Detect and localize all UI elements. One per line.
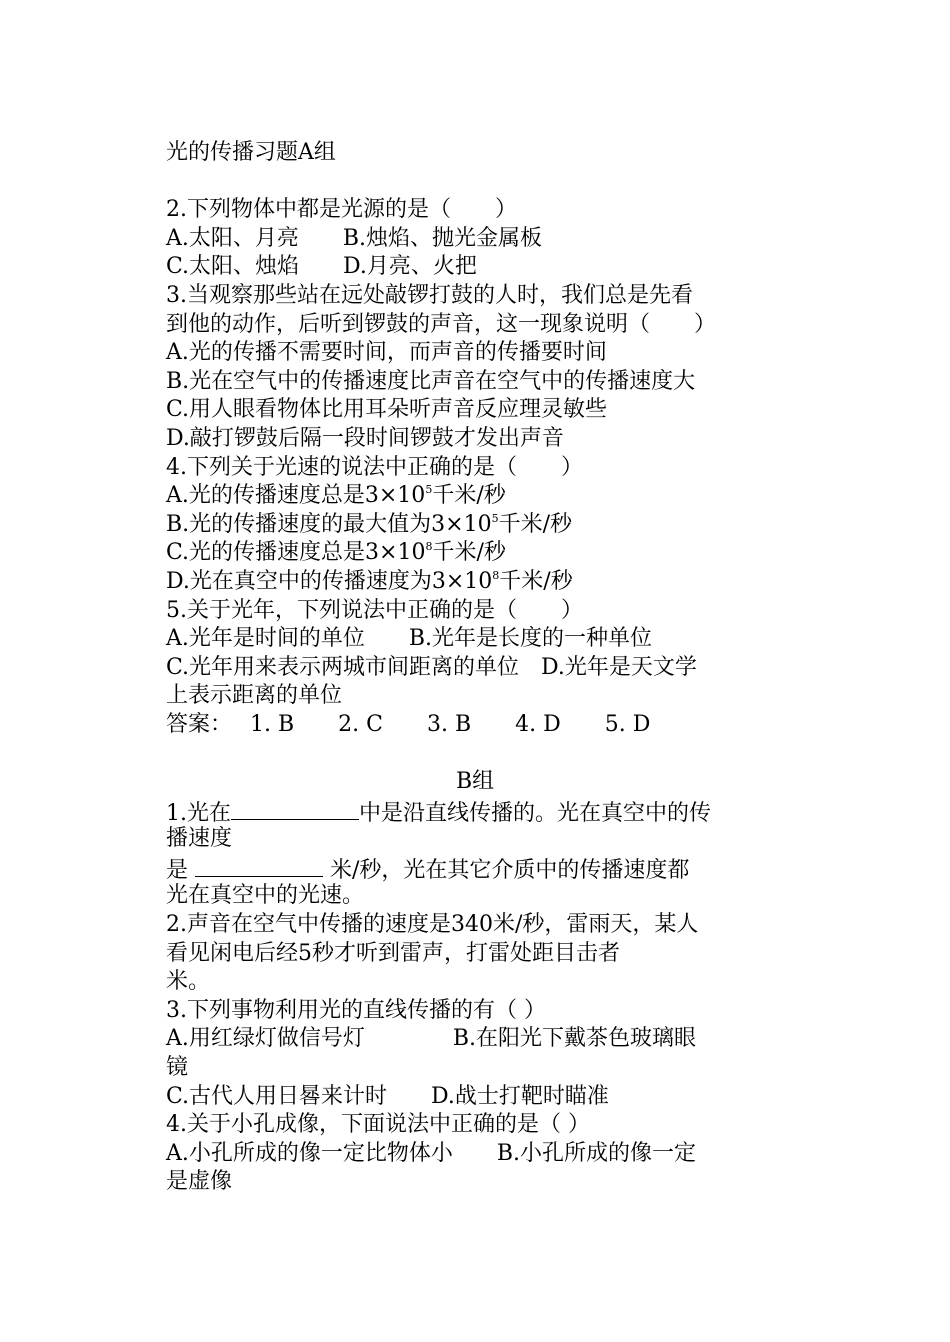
b-q1-line3 bbox=[166, 854, 786, 883]
a-q4-option-a bbox=[166, 482, 786, 511]
b-q4-stem: 4.关于小孔成像，下面说法中正确的是（ ） bbox=[166, 1112, 590, 1138]
a-q4-option-d-unit: 千米/秒 bbox=[499, 568, 573, 594]
a-q4-option-b-unit: 千米/秒 bbox=[498, 511, 573, 537]
a-q5-stem: 5.关于光年，下列说法中正确的是（ ） bbox=[166, 597, 583, 623]
b-q1-line2: 播速度 bbox=[166, 826, 233, 852]
b-q1-blank-1 bbox=[231, 797, 359, 820]
b-q3-options-ab-line1: A.用红绿灯做信号灯 B.在阳光下戴茶色玻璃眼 bbox=[166, 1026, 697, 1052]
a-q4-option-a-exponent: 5 bbox=[425, 483, 433, 497]
b-q4-options-ab-line2: 是虚像 bbox=[166, 1169, 233, 1195]
b-q3-options-cd: C.古代人用日晷来计时 D.战士打靶时瞄准 bbox=[166, 1083, 609, 1109]
a-q2-options-ab: A.太阳、月亮 B.烛焰、抛光金属板 bbox=[166, 225, 543, 251]
a-q2-options-cd: C.太阳、烛焰 D.月亮、火把 bbox=[166, 254, 477, 280]
a-q4-option-b bbox=[166, 511, 786, 540]
b-q2-line3: 米。 bbox=[166, 969, 211, 995]
a-q5-options-cd-line1: C.光年用来表示两城市间距离的单位 D.光年是天文学 bbox=[166, 654, 697, 680]
b-q1-text-c: 是 bbox=[166, 857, 195, 883]
a-q4-option-c-exponent: 8 bbox=[425, 540, 433, 554]
b-q1-blank-2 bbox=[195, 854, 323, 877]
a-q4-option-c-unit: 千米/秒 bbox=[432, 540, 506, 566]
a-q4-option-c-text: C.光的传播速度总是3×10 bbox=[166, 540, 426, 566]
b-q1-text-d: 米/秒，光在其它介质中的传播速度都 bbox=[323, 857, 690, 883]
a-q5-options-ab: A.光年是时间的单位 B.光年是长度的一种单位 bbox=[166, 626, 653, 652]
a-q4-option-c bbox=[166, 539, 786, 568]
spacer bbox=[166, 168, 786, 197]
a-q4-option-b-exponent: 5 bbox=[491, 511, 499, 525]
b-q1-line4: 光在真空中的光速。 bbox=[166, 883, 365, 909]
spacer bbox=[166, 739, 786, 768]
b-q1-text-b: 中是沿直线传播的。光在真空中的传 bbox=[359, 800, 712, 826]
a-q3-option-a: A.光的传播不需要时间，而声音的传播要时间 bbox=[166, 340, 607, 366]
a-q4-option-b-text: B.光的传播速度的最大值为3×10 bbox=[166, 511, 492, 537]
a-q3-stem-line2: 到他的动作，后听到锣鼓的声音，这一现象说明（ ） bbox=[166, 311, 717, 337]
b-q3-stem: 3.下列事物利用光的直线传播的有（ ） bbox=[166, 997, 546, 1023]
a-answers: 答案： 1. B 2. C 3. B 4. D 5. D bbox=[166, 711, 651, 737]
a-q4-option-d bbox=[166, 568, 786, 597]
page-title: 光的传播习题A组 bbox=[166, 140, 336, 165]
a-q4-option-d-text: D.光在真空中的传播速度为3×10 bbox=[166, 568, 493, 594]
a-q4-option-a-text: A.光的传播速度总是3×10 bbox=[166, 483, 426, 509]
b-group-title: B组 bbox=[456, 769, 495, 795]
a-q3-option-c: C.用人眼看物体比用耳朵听声音反应理灵敏些 bbox=[166, 397, 608, 423]
b-q2-line1: 2.声音在空气中传播的速度是340米/秒，雷雨天，某人 bbox=[166, 912, 699, 938]
a-q4-option-a-unit: 千米/秒 bbox=[432, 483, 506, 509]
a-q4-option-d-exponent: 8 bbox=[492, 568, 500, 582]
b-q2-line2: 看见闲电后经5秒才听到雷声，打雷处距目击者 bbox=[166, 940, 620, 966]
a-q4-stem: 4.下列关于光速的说法中正确的是（ ） bbox=[166, 454, 583, 480]
b-q1-text-a: 1.光在 bbox=[166, 800, 231, 826]
b-q1-line1 bbox=[166, 797, 786, 826]
document-page bbox=[166, 139, 786, 1197]
a-q3-stem-line1: 3.当观察那些站在远处敲锣打鼓的人时，我们总是先看 bbox=[166, 282, 693, 308]
a-q3-option-d: D.敲打锣鼓后隔一段时间锣鼓才发出声音 bbox=[166, 425, 564, 451]
a-q3-option-b: B.光在空气中的传播速度比声音在空气中的传播速度大 bbox=[166, 368, 696, 394]
b-q4-options-ab-line1: A.小孔所成的像一定比物体小 B.小孔所成的像一定 bbox=[166, 1140, 697, 1166]
a-q5-options-cd-line2: 上表示距离的单位 bbox=[166, 683, 343, 709]
a-q2-stem: 2.下列物体中都是光源的是（ ） bbox=[166, 197, 517, 223]
b-q3-options-ab-line2: 镜 bbox=[166, 1055, 189, 1080]
